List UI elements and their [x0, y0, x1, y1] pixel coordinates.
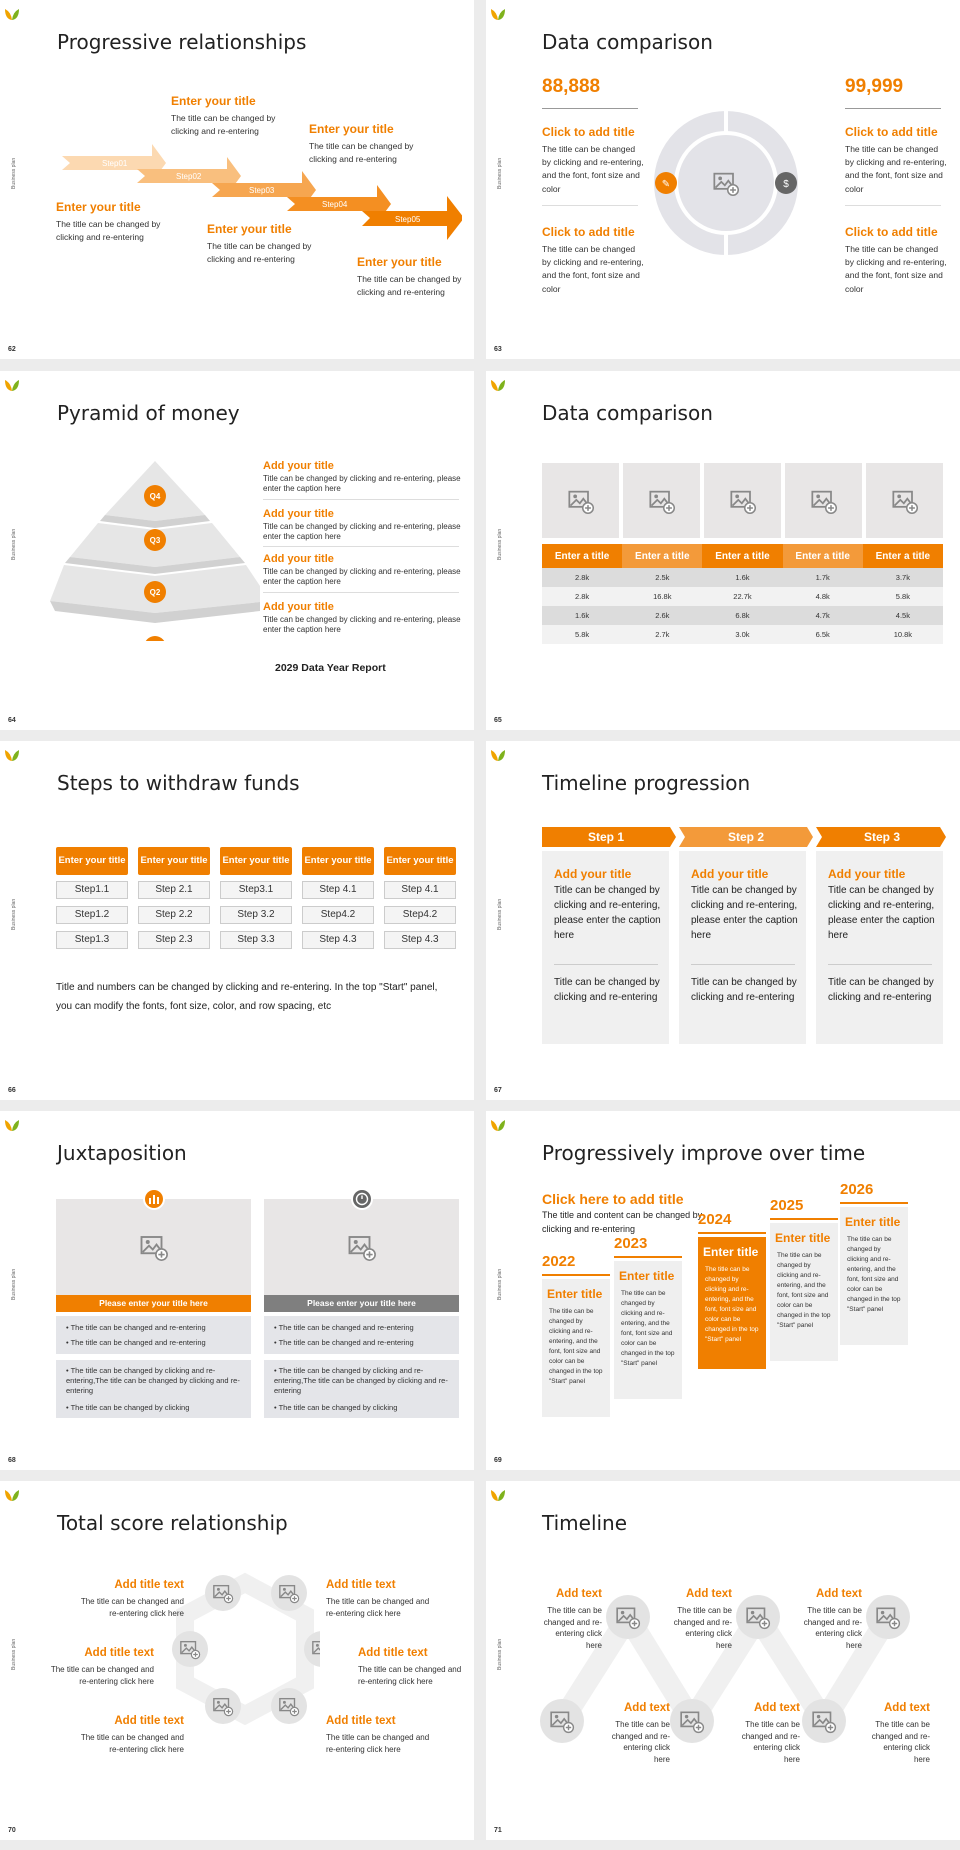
item-text: The title can be changed by clicking and re-entering, and the font, font size and color: [845, 244, 947, 294]
bullet-item: • The title can be changed by clicking: [274, 1403, 398, 1412]
slide-title: Juxtaposition: [57, 1141, 187, 1165]
table-row: [542, 606, 943, 625]
side-label: Business plan: [497, 157, 503, 189]
side-label: Business plan: [497, 528, 503, 560]
item-title: Add your title: [263, 553, 334, 565]
slide-title: Progressive relationships: [57, 30, 307, 54]
page-number: 65: [494, 717, 502, 724]
leaf-logo-icon: [490, 7, 506, 21]
left-number: 88,888: [542, 76, 601, 97]
year-card: [614, 1261, 682, 1399]
year-label: 2026: [840, 1181, 874, 1198]
svg-text:$: $: [783, 179, 789, 190]
item-title: Enter your title: [357, 255, 442, 269]
year-card: [770, 1223, 838, 1361]
cell: 1.6k: [575, 611, 590, 620]
image-placeholder[interactable]: [866, 463, 943, 538]
step-cell: Step4.2: [302, 906, 374, 924]
item-title: Enter your title: [309, 122, 394, 136]
cell: 4.8k: [815, 592, 830, 601]
item-title: Add title text: [114, 1579, 184, 1591]
step-header: Enter your title: [138, 847, 210, 875]
card-title: Enter title: [619, 1269, 675, 1283]
item-text: The title can be changed by clicking and re-entering: [56, 219, 161, 243]
page-number: 63: [494, 346, 502, 353]
column-header: Enter a title: [622, 544, 702, 568]
item-text: Title can be changed by clicking and re-entering, please enter the caption here: [263, 615, 461, 635]
side-label: Business plan: [11, 898, 17, 930]
badge: Q2: [149, 588, 161, 597]
item-text: The title can be changed by clicking and re-entering, and the font, font size and color: [845, 144, 947, 194]
item-text: The title can be changed by clicking and re-entering: [357, 274, 462, 298]
step-cell: Step 4.1: [302, 881, 374, 899]
step-label: Step01: [102, 159, 128, 168]
step-card: [679, 851, 806, 1044]
cell: 2.8k: [575, 573, 590, 582]
divider: [263, 499, 459, 500]
leaf-logo-icon: [490, 1488, 506, 1502]
badge: Q4: [149, 492, 161, 501]
item-title: Click to add title: [845, 125, 938, 139]
item-title: Enter your title: [56, 200, 141, 214]
card-title: Add your title: [554, 867, 632, 881]
report-caption: 2029 Data Year Report: [275, 662, 386, 674]
side-label: Business plan: [497, 1268, 503, 1300]
slide-69[interactable]: [486, 1111, 960, 1470]
slide-67[interactable]: [486, 741, 960, 1100]
bullet-text: The title can be changed and re-entering: [278, 1338, 414, 1347]
step-header: Enter your title: [56, 847, 128, 875]
step-cell: Step4.2: [384, 906, 456, 924]
step-header: Enter your title: [384, 847, 456, 875]
item-text: The title can be changed by clicking and re-entering: [207, 241, 312, 265]
item-text: The title can be changed and re-entering click here: [358, 1665, 462, 1686]
side-label: Business plan: [497, 898, 503, 930]
slide-title: Timeline: [542, 1511, 628, 1535]
divider: [542, 108, 638, 109]
item-title: Click to add title: [542, 125, 635, 139]
item-title: Click to add title: [845, 225, 938, 239]
divider: [263, 592, 459, 593]
bullet-text: The title can be changed by clicking and re-entering,The title can be changed by clicking and re-entering: [274, 1366, 448, 1395]
cell: 2.7k: [655, 630, 670, 639]
card-text: Title can be changed by clicking and re-entering, please enter the caption here: [554, 885, 661, 941]
cell: 16.8k: [653, 592, 672, 601]
item-text: The title can be changed and re-entering click here: [80, 1597, 184, 1618]
item-title: Add title text: [114, 1715, 184, 1727]
item-text: Title can be changed by clicking and re-entering, please enter the caption here: [263, 474, 461, 494]
bullet-item: • The title can be changed by clicking: [66, 1403, 190, 1412]
item-text: The title can be changed and re-entering click here: [741, 1720, 800, 1764]
leaf-logo-icon: [490, 748, 506, 762]
item-title: Add your title: [263, 460, 334, 472]
step-label: Step05: [395, 215, 421, 224]
page-number: 69: [494, 1457, 502, 1464]
item-text: Title can be changed by clicking and re-entering, please enter the caption here: [263, 522, 461, 542]
step-cell: Step3.1: [220, 881, 292, 899]
item-title: Add title text: [358, 1647, 428, 1659]
step-label: Step 3: [863, 830, 901, 844]
item-text: The title can be changed by clicking and re-entering: [309, 141, 414, 165]
cell: 5.8k: [895, 592, 910, 601]
item-text: Title can be changed by clicking and re-entering, please enter the caption here: [263, 567, 461, 587]
leaf-logo-icon: [4, 7, 20, 21]
item-title: Add title text: [326, 1579, 396, 1591]
side-label: Business plan: [11, 157, 17, 189]
table-row: [542, 568, 943, 587]
cell: 4.7k: [815, 611, 830, 620]
step-card: [816, 851, 943, 1044]
card-title: Enter title: [775, 1231, 831, 1245]
slide-65[interactable]: [486, 371, 960, 730]
year-underline: [542, 1274, 610, 1276]
page-number: 66: [8, 1087, 16, 1094]
right-number: 99,999: [845, 76, 904, 97]
leaf-logo-icon: [490, 1118, 506, 1132]
step-label: Step 1: [587, 830, 625, 844]
year-label: 2025: [770, 1197, 804, 1214]
table-row: [542, 625, 943, 644]
item-text: The title can be changed and re-entering click here: [326, 1597, 430, 1618]
item-title: Add text: [754, 1702, 800, 1714]
slide-64[interactable]: [0, 371, 474, 730]
card-title: Enter title: [547, 1287, 603, 1301]
bullet-text: The title can be changed and re-entering: [278, 1323, 414, 1332]
bullet-item: • The title can be changed and re-entering: [274, 1323, 414, 1332]
step-cell: Step 2.2: [138, 906, 210, 924]
page-number: 68: [8, 1457, 16, 1464]
item-text: The title can be changed by clicking and re-entering: [171, 113, 276, 137]
item-title: Add text: [624, 1702, 670, 1714]
step-header: Enter your title: [302, 847, 374, 875]
item-title: Enter your title: [171, 94, 256, 108]
divider: [828, 964, 932, 965]
cell: 3.0k: [735, 630, 750, 639]
step-header: Enter your title: [220, 847, 292, 875]
cell: 5.8k: [575, 630, 590, 639]
step-chevrons: [542, 827, 946, 847]
step-cell: Step 2.1: [138, 881, 210, 899]
column-header: Enter a title: [783, 544, 863, 568]
page-number: 71: [494, 1827, 502, 1834]
bullet-text: The title can be changed by clicking: [278, 1403, 398, 1412]
divider: [845, 108, 941, 109]
page-number: 64: [8, 717, 16, 724]
side-label: Business plan: [11, 1268, 17, 1300]
section-heading: Click here to add title: [542, 1191, 684, 1207]
image-placeholder[interactable]: [785, 463, 862, 538]
item-text: The title can be changed by clicking and re-entering, and the font, font size and color: [542, 244, 644, 294]
data-table: [542, 544, 943, 644]
year-card: [542, 1279, 610, 1417]
slide-70[interactable]: [0, 1481, 474, 1840]
cell: 2.8k: [575, 592, 590, 601]
item-text: The title can be changed and re-entering click here: [673, 1606, 732, 1650]
cell: 6.8k: [735, 611, 750, 620]
step-cell: Step1.2: [56, 906, 128, 924]
bullet-item: • The title can be changed and re-entering: [66, 1323, 206, 1332]
image-placeholder[interactable]: [56, 1199, 251, 1295]
column-header: Enter a title: [702, 544, 782, 568]
slide-62[interactable]: [0, 0, 474, 359]
note-text: Title and numbers can be changed by clicking and re-entering. In the top "Start" panel, you can modify the fonts, font size, color, and row spacing, etc: [56, 982, 438, 1012]
bullet-box: [56, 1360, 251, 1418]
slide-66[interactable]: [0, 741, 474, 1100]
card-text: The title can be changed by clicking and re-entering, and the font, font size and color can be changed in the top "Start" panel: [549, 1308, 603, 1386]
step-cell: Step 3.3: [220, 931, 292, 949]
page-number: 62: [8, 346, 16, 353]
slide-title: Progressively improve over time: [542, 1141, 866, 1165]
card-title: Enter title: [845, 1215, 901, 1229]
image-placeholder[interactable]: [623, 463, 700, 538]
slide-title: Pyramid of money: [57, 401, 240, 425]
card-text: The title can be changed by clicking and re-entering, and the font, font size and color can be changed in the top "Start" panel: [705, 1266, 759, 1344]
side-label: Business plan: [11, 1638, 17, 1670]
cell: 3.7k: [895, 573, 910, 582]
item-title: Add text: [686, 1588, 732, 1600]
item-text: The title can be changed and re-entering click here: [326, 1733, 430, 1754]
steps-grid: [56, 847, 460, 947]
leaf-logo-icon: [4, 748, 20, 762]
page-number: 70: [8, 1827, 16, 1834]
bullet-text: The title can be changed and re-entering: [70, 1338, 206, 1347]
bullet-item: • The title can be changed by clicking and re-entering,The title can be changed by clicking and re-entering: [66, 1366, 240, 1395]
slide-title: Data comparison: [542, 401, 713, 425]
slide-title: Timeline progression: [542, 771, 751, 795]
divider: [691, 964, 795, 965]
step-cell: Step 4.3: [384, 931, 456, 949]
step-cell: Step 4.3: [302, 931, 374, 949]
divider: [845, 205, 941, 206]
cell: 2.6k: [655, 611, 670, 620]
image-placeholder[interactable]: [704, 463, 781, 538]
cell: 22.7k: [733, 592, 752, 601]
card-text-secondary: Title can be changed by clicking and re-entering: [691, 977, 797, 1003]
year-card: [840, 1207, 908, 1345]
hexagon-ring: [170, 1565, 320, 1725]
badge: Q1: [149, 643, 161, 652]
item-title: Add your title: [263, 601, 334, 613]
year-label: 2023: [614, 1235, 648, 1252]
year-card: [698, 1237, 766, 1369]
slide-68[interactable]: [0, 1111, 474, 1470]
bullet-box: [264, 1316, 459, 1354]
year-label: 2022: [542, 1253, 576, 1270]
section-subtitle: The title and content can be changed by clicking and re-entering: [542, 1210, 703, 1234]
leaf-logo-icon: [4, 1118, 20, 1132]
item-title: Add text: [816, 1588, 862, 1600]
card-text: Title can be changed by clicking and re-entering, please enter the caption here: [828, 885, 935, 941]
step-cell: Step 4.1: [384, 881, 456, 899]
clock-icon: [350, 1187, 374, 1211]
year-underline: [614, 1256, 682, 1258]
bullet-item: • The title can be changed and re-entering: [66, 1338, 206, 1347]
year-underline: [770, 1218, 838, 1220]
step-label: Step03: [249, 186, 275, 195]
bullet-text: The title can be changed by clicking: [70, 1403, 190, 1412]
item-title: Click to add title: [542, 225, 635, 239]
cell: 1.6k: [735, 573, 750, 582]
item-title: Add text: [884, 1702, 930, 1714]
card-text: The title can be changed by clicking and re-entering, and the font, font size and color can be changed in the top "Start" panel: [847, 1236, 901, 1314]
bullet-text: The title can be changed and re-entering: [70, 1323, 206, 1332]
item-text: The title can be changed by clicking and re-entering, and the font, font size and color: [542, 144, 644, 194]
image-placeholder[interactable]: [542, 463, 619, 538]
card-text-secondary: Title can be changed by clicking and re-entering: [828, 977, 934, 1003]
cell: 6.5k: [815, 630, 830, 639]
divider: [263, 546, 459, 547]
cell: 2.5k: [655, 573, 670, 582]
step-label: Step 2: [727, 830, 765, 844]
divider: [542, 205, 638, 206]
step-label: Step02: [176, 172, 202, 181]
side-label: Business plan: [11, 528, 17, 560]
badge: Q3: [149, 536, 161, 545]
bullet-item: • The title can be changed and re-entering: [274, 1338, 414, 1347]
item-text: The title can be changed and re-entering click here: [543, 1606, 602, 1650]
item-text: The title can be changed and re-entering click here: [871, 1720, 930, 1764]
step-label: Step04: [322, 200, 348, 209]
chart-icon: [142, 1187, 166, 1211]
ring-diagram: [651, 108, 801, 258]
item-title: Add title text: [326, 1715, 396, 1727]
step-cell: Step 2.3: [138, 931, 210, 949]
svg-text:✎: ✎: [661, 179, 671, 190]
side-label: Business plan: [497, 1638, 503, 1670]
card-title: Add your title: [691, 867, 769, 881]
panel-title-bar: Please enter your title here: [264, 1295, 459, 1312]
bullet-item: • The title can be changed by clicking and re-entering,The title can be changed by clicking and re-entering: [274, 1366, 448, 1395]
card-text: The title can be changed by clicking and re-entering, and the font, font size and color can be changed in the top "Start" panel: [777, 1252, 831, 1330]
card-title: Add your title: [828, 867, 906, 881]
item-title: Add title text: [84, 1647, 154, 1659]
card-text: The title can be changed by clicking and re-entering, and the font, font size and color can be changed in the top "Start" panel: [621, 1290, 675, 1368]
year-label: 2024: [698, 1211, 732, 1228]
item-title: Add text: [556, 1588, 602, 1600]
step-cell: Step1.1: [56, 881, 128, 899]
slide-title: Steps to withdraw funds: [57, 771, 300, 795]
slide-title: Data comparison: [542, 30, 713, 54]
year-underline: [840, 1202, 908, 1204]
item-text: The title can be changed and re-entering click here: [803, 1606, 862, 1650]
leaf-logo-icon: [4, 1488, 20, 1502]
bullet-box: [56, 1316, 251, 1354]
divider: [554, 964, 658, 965]
item-text: The title can be changed and re-entering click here: [611, 1720, 670, 1764]
leaf-logo-icon: [4, 378, 20, 392]
step-cell: Step1.3: [56, 931, 128, 949]
image-placeholder[interactable]: [264, 1199, 459, 1295]
slide-71[interactable]: [486, 1481, 960, 1840]
item-title: Add your title: [263, 508, 334, 520]
bullet-text: The title can be changed by clicking and re-entering,The title can be changed by clicking and re-entering: [66, 1366, 240, 1395]
card-title: Enter title: [703, 1245, 759, 1259]
slide-title: Total score relationship: [57, 1511, 288, 1535]
slide-63[interactable]: [486, 0, 960, 359]
card-text-secondary: Title can be changed by clicking and re-entering: [554, 977, 660, 1003]
cell: 10.8k: [893, 630, 913, 639]
column-header: Enter a title: [863, 544, 943, 568]
table-row: [542, 587, 943, 606]
panel-title-bar: Please enter your title here: [56, 1295, 251, 1312]
card-text: Title can be changed by clicking and re-entering, please enter the caption here: [691, 885, 798, 941]
item-title: Enter your title: [207, 222, 292, 236]
step-card: [542, 851, 669, 1044]
item-text: The title can be changed and re-entering click here: [80, 1733, 184, 1754]
cell: 1.7k: [815, 573, 830, 582]
leaf-logo-icon: [490, 378, 506, 392]
page-number: 67: [494, 1087, 502, 1094]
pyramid-badges: [50, 461, 260, 661]
bullet-box: [264, 1360, 459, 1418]
cell: 4.5k: [895, 611, 910, 620]
step-cell: Step 3.2: [220, 906, 292, 924]
item-text: The title can be changed and re-entering click here: [50, 1665, 154, 1686]
column-header: Enter a title: [542, 544, 622, 568]
year-underline: [698, 1232, 766, 1234]
